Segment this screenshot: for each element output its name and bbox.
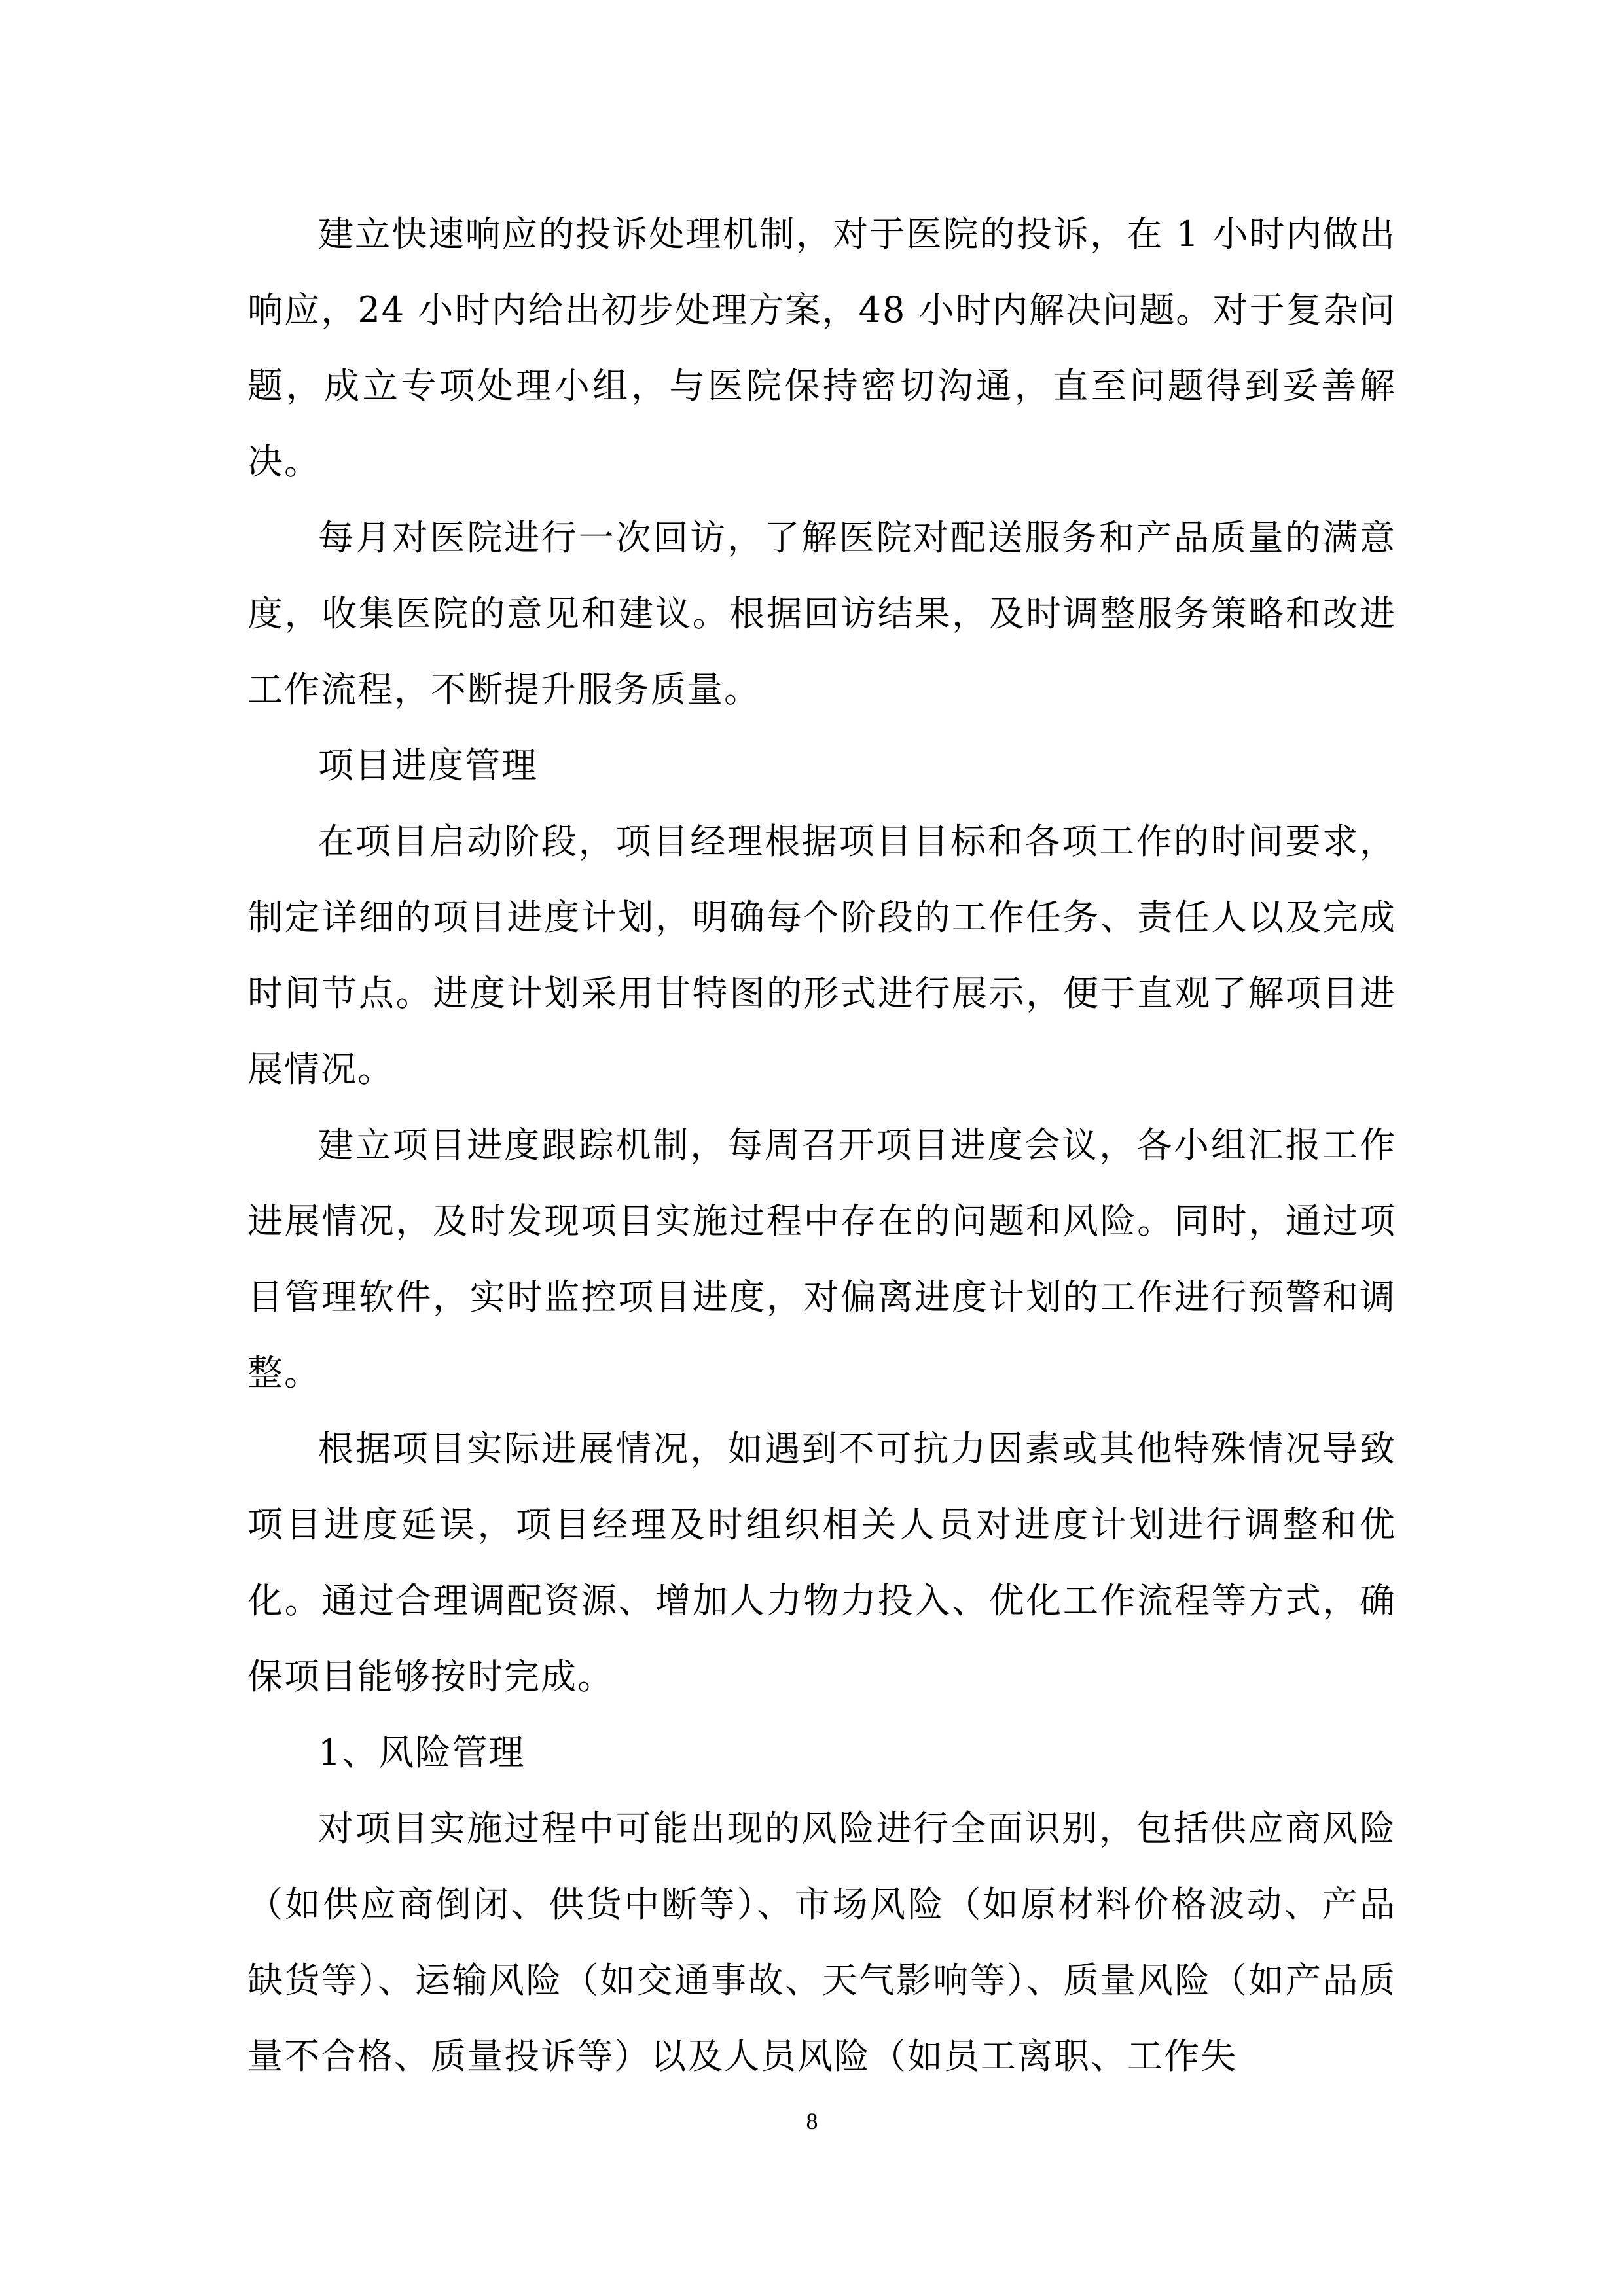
document-body	[247, 196, 1396, 2094]
heading-schedule-management: 项目进度管理	[318, 745, 538, 786]
page-number: 8	[806, 2108, 818, 2134]
heading-risk-management: 1、风险管理	[318, 1732, 526, 1773]
paragraph-complaint-handling: 建立快速响应的投诉处理机制，对于医院的投诉，在 1 小时内做出响应，24 小时内给出初步处理方案，48 小时内解决问题。对于复杂问题，成立专项处理小组，与医院保持密切沟通，直至问题得到妥善解决。	[247, 213, 1396, 482]
paragraph-monthly-visit: 每月对医院进行一次回访，了解医院对配送服务和产品质量的满意度，收集医院的意见和建议。根据回访结果，及时调整服务策略和改进工作流程，不断提升服务质量。	[247, 517, 1396, 710]
paragraph-schedule-adjustment: 根据项目实际进展情况，如遇到不可抗力因素或其他特殊情况导致项目进度延误，项目经理及时组织相关人员对进度计划进行调整和优化。通过合理调配资源、增加人力物力投入、优化工作流程等方式，确保项目能够按时完成。	[247, 1428, 1396, 1697]
paragraph-risk-identification: 对项目实施过程中可能出现的风险进行全面识别，包括供应商风险（如供应商倒闭、供货中断等）、市场风险（如原材料价格波动、产品缺货等）、运输风险（如交通事故、天气影响等）、质量风险（如产品质量不合格、质量投诉等）以及人员风险（如员工离职、工作失	[247, 1808, 1396, 2077]
paragraph-project-plan: 在项目启动阶段，项目经理根据项目目标和各项工作的时间要求，制定详细的项目进度计划，明确每个阶段的工作任务、责任人以及完成时间节点。进度计划采用甘特图的形式进行展示，便于直观了解项目进展情况。	[247, 821, 1396, 1090]
paragraph-progress-tracking: 建立项目进度跟踪机制，每周召开项目进度会议，各小组汇报工作进展情况，及时发现项目实施过程中存在的问题和风险。同时，通过项目管理软件，实时监控项目进度，对偏离进度计划的工作进行预警和调整。	[247, 1124, 1396, 1393]
